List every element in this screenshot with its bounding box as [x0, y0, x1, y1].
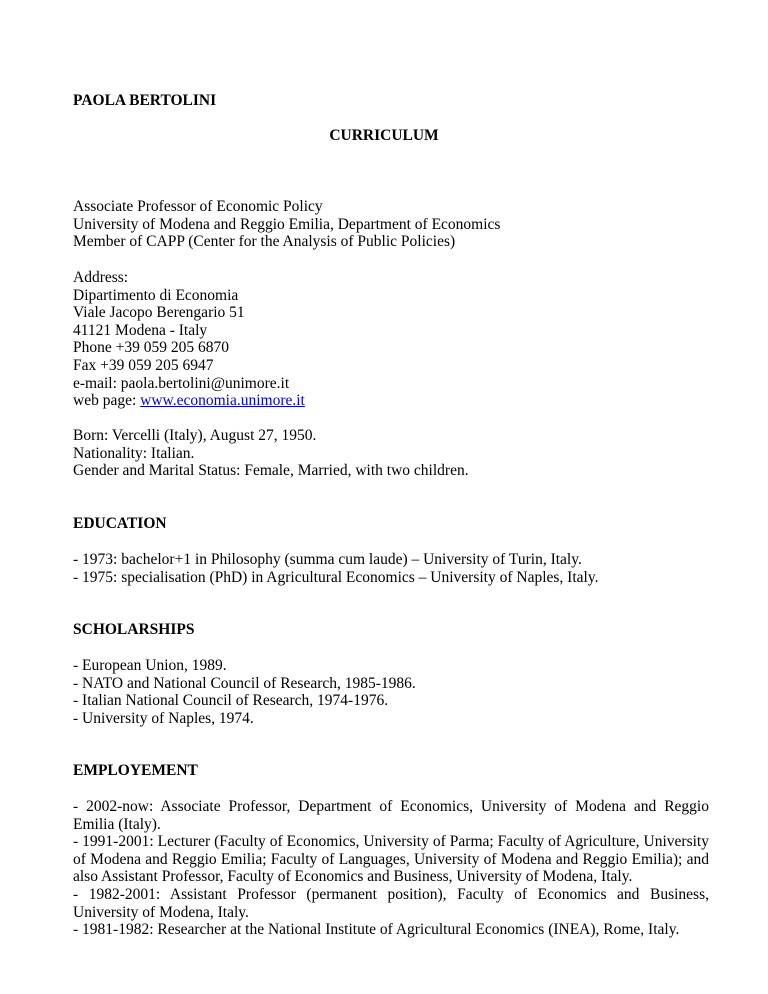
- employment-list: [73, 798, 709, 939]
- education-list: [73, 551, 713, 586]
- scholarship-item: - European Union, 1989.: [73, 657, 227, 674]
- email-line: e-mail: paola.bertolini@unimore.it: [73, 374, 290, 392]
- gender-status-line: Gender and Marital Status: Female, Married, with two children.: [73, 462, 469, 480]
- document-title: CURRICULUM: [329, 127, 439, 144]
- employment-item: - 2002-now: Associate Professor, Department of Economics, University of Modena and Reggio Emilia (Italy).: [73, 798, 709, 833]
- web-page-line: [73, 392, 713, 410]
- fax-line: Fax +39 059 205 6947: [73, 356, 214, 374]
- personal-block: [73, 427, 713, 480]
- position-line: Associate Professor of Economic Policy: [73, 198, 323, 215]
- position-line: University of Modena and Reggio Emilia, Department of Economics: [73, 215, 501, 233]
- position-block: [73, 198, 713, 251]
- education-item: - 1975: specialisation (PhD) in Agricultural Economics – University of Naples, Italy.: [73, 568, 599, 586]
- phone-line: Phone +39 059 205 6870: [73, 339, 229, 357]
- employment-item: - 1991-2001: Lecturer (Faculty of Economics, University of Parma; Faculty of Agriculture, University of Modena and Reggio Emilia; Faculty of Languages, University of Modena and Reggio Emilia); and also Assistant Professor, Faculty of Economics and Business, University of Modena, Italy.: [73, 833, 709, 886]
- scholarships-list: [73, 657, 713, 727]
- address-label: Address:: [73, 269, 129, 286]
- address-line: Dipartimento di Economia: [73, 286, 239, 304]
- employment-item: - 1981-1982: Researcher at the National Institute of Agricultural Economics (INEA), Rome, Italy.: [73, 921, 680, 939]
- author-name: PAOLA BERTOLINI: [73, 92, 217, 109]
- education-heading: EDUCATION: [73, 515, 167, 532]
- address-line: Viale Jacopo Berengario 51: [73, 304, 245, 322]
- scholarship-item: - NATO and National Council of Research, 1985-1986.: [73, 674, 416, 692]
- address-line: 41121 Modena - Italy: [73, 321, 208, 339]
- born-line: Born: Vercelli (Italy), August 27, 1950.: [73, 427, 317, 444]
- address-block: [73, 269, 713, 410]
- web-page-label: web page:: [73, 392, 141, 410]
- scholarships-heading: SCHOLARSHIPS: [73, 621, 195, 638]
- position-line: Member of CAPP (Center for the Analysis of Public Policies): [73, 233, 456, 251]
- employment-heading: EMPLOYEMENT: [73, 762, 198, 779]
- education-item: - 1973: bachelor+1 in Philosophy (summa cum laude) – University of Turin, Italy.: [73, 551, 582, 568]
- scholarship-item: - Italian National Council of Research, 1974-1976.: [73, 692, 389, 710]
- web-page-link[interactable]: www.economia.unimore.it: [140, 392, 305, 410]
- nationality-line: Nationality: Italian.: [73, 444, 195, 462]
- employment-item: - 1982-2001: Assistant Professor (permanent position), Faculty of Economics and Business, University of Modena, Italy.: [73, 885, 709, 921]
- scholarship-item: - University of Naples, 1974.: [73, 709, 254, 727]
